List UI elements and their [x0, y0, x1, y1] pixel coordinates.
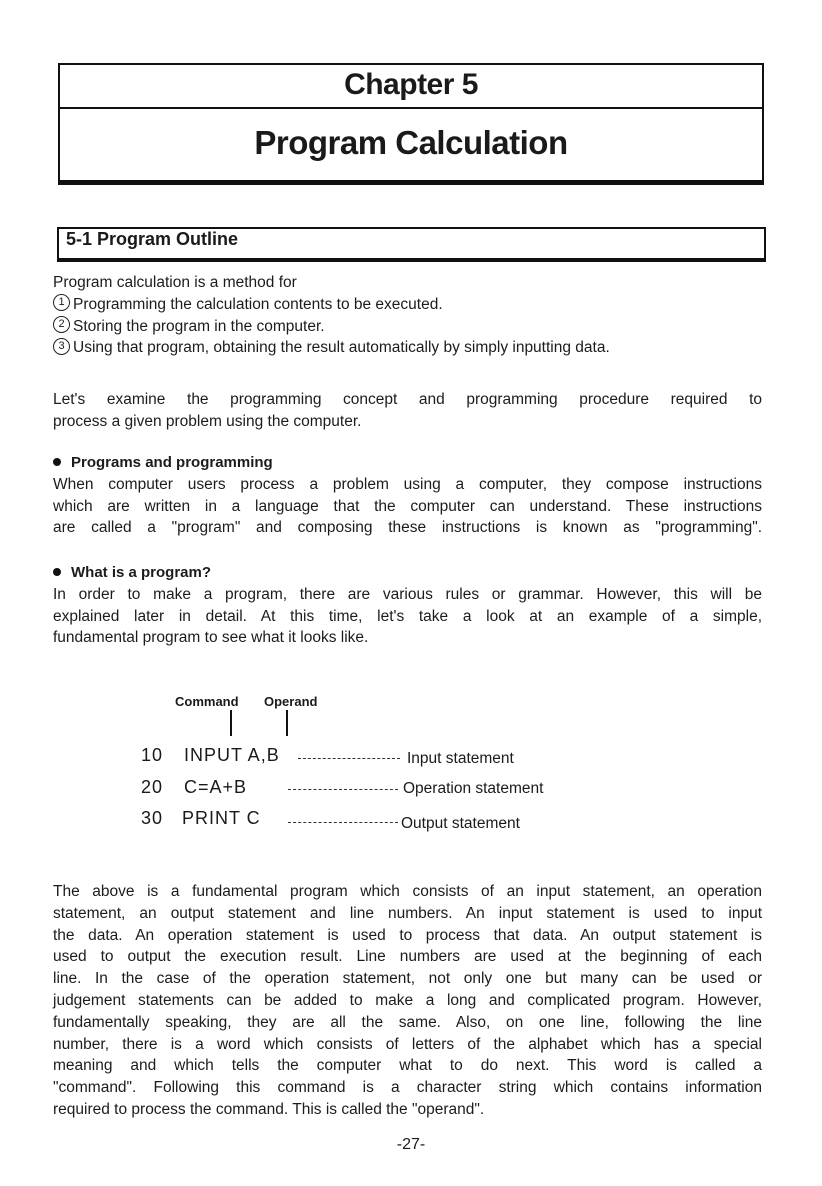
- code-line: PRINT C: [182, 808, 261, 828]
- intro-lead: Program calculation is a method for: [53, 274, 297, 291]
- statement-label: Output statement: [401, 815, 520, 832]
- paragraph-line: required to process the command. This is called the "operand".: [53, 1100, 485, 1118]
- statement-label: Operation statement: [403, 780, 544, 797]
- leader-line: [288, 789, 398, 790]
- number-marker: 2: [53, 316, 70, 333]
- paragraph-line: used to output the execution result. Line numbers are used at the beginning of each: [53, 948, 762, 966]
- paragraph-line: process a given problem using the computer.: [53, 412, 362, 430]
- leader-line: [298, 758, 400, 759]
- leader-line: [288, 822, 398, 823]
- code-line: INPUT A,B: [184, 745, 280, 765]
- examine-paragraph: [53, 389, 762, 433]
- operand-label: Operand: [264, 694, 318, 709]
- what-is-section: [53, 562, 762, 649]
- code-line: C=A+B: [184, 777, 248, 797]
- paragraph-line: statement, an output statement and line numbers. An input statement is used to input: [53, 904, 762, 922]
- operand-pointer: [286, 710, 288, 736]
- paragraph-line: are called a "program" and composing these instructions is known as "programming".: [53, 519, 762, 537]
- paragraph-line: When computer users process a problem using a computer, they compose instructions: [53, 475, 762, 493]
- closing-paragraph: [53, 881, 762, 1121]
- intro-item: 1 Programming the calculation contents to be executed.: [53, 294, 762, 316]
- number-marker: 1: [53, 294, 70, 311]
- intro-block: [53, 272, 762, 359]
- paragraph-line: the data. An operation statement is used to process that data. An output statement is: [53, 926, 762, 944]
- programs-section: [53, 452, 762, 539]
- number-marker: 3: [53, 338, 70, 355]
- paragraph-line: In order to make a program, there are various rules or grammar. However, this will be: [53, 585, 762, 603]
- paragraph-line: which are written in a language that the computer can understand. These instructions: [53, 497, 762, 515]
- paragraph-line: fundamental program to see what it looks like.: [53, 629, 369, 647]
- intro-item: 2 Storing the program in the computer.: [53, 316, 762, 338]
- paragraph-line: number, there is a word which consists of letters of the alphabet which has a special: [53, 1035, 762, 1053]
- code-line-number: 20: [141, 777, 164, 797]
- page-number: -27-: [396, 1136, 426, 1153]
- command-label: Command: [175, 694, 239, 709]
- bullet-icon: [53, 568, 61, 576]
- chapter-title: Program Calculation: [254, 124, 568, 161]
- paragraph-line: judgement statements can be added to make a long and complicated program. However,: [53, 991, 762, 1009]
- code-line-number: 30: [141, 808, 164, 828]
- paragraph-line: meaning and which tells the computer what to do next. This word is called a: [53, 1057, 762, 1075]
- paragraph-line: Let's examine the programming concept and programming procedure required to: [53, 391, 762, 408]
- code-line-number: 10: [141, 745, 164, 765]
- chapter-number: Chapter 5: [344, 68, 478, 101]
- intro-item: 3 Using that program, obtaining the result automatically by simply inputting data.: [53, 337, 762, 359]
- section-title: 5-1 Program Outline: [66, 229, 239, 249]
- paragraph-line: The above is a fundamental program which consists of an input statement, an operation: [53, 883, 762, 900]
- paragraph-line: explained later in detail. At this time, let's take a look at an example of a simple,: [53, 607, 762, 625]
- paragraph-line: "command". Following this command is a character string which contains information: [53, 1079, 762, 1097]
- statement-label: Input statement: [407, 750, 514, 767]
- what-is-heading: What is a program?: [53, 562, 762, 584]
- paragraph-line: fundamentally speaking, they are all the same. Also, on one line, following the line: [53, 1013, 762, 1031]
- command-pointer: [230, 710, 232, 736]
- programs-heading: Programs and programming: [53, 452, 762, 474]
- bullet-icon: [53, 458, 61, 466]
- paragraph-line: line. In the case of the operation statement, not only one but many can be used or: [53, 970, 762, 988]
- chapter-header-divider: [58, 107, 764, 109]
